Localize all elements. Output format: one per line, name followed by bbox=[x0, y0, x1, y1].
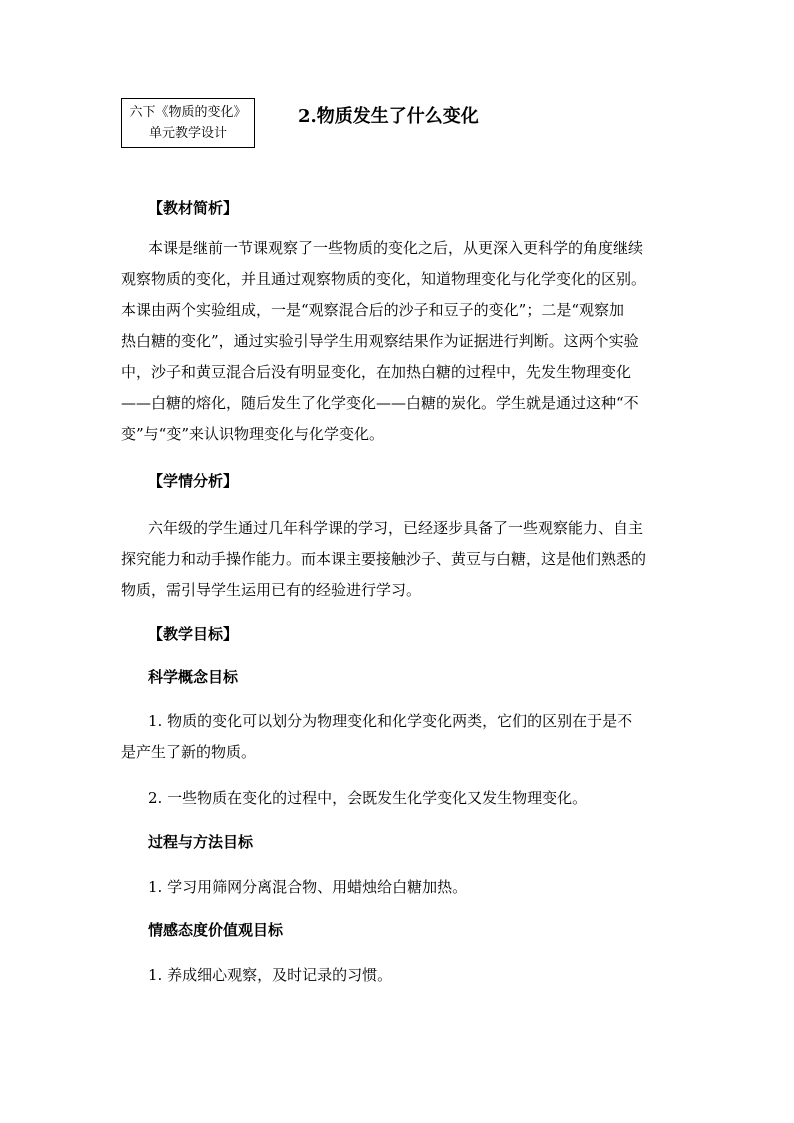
concept-goal-item-2: 2. 一些物质在变化的过程中，会既发生化学变化又发生物理变化。 bbox=[148, 789, 588, 807]
goal-line: 是产生了新的物质。 bbox=[121, 743, 257, 761]
paragraph-line: 六年级的学生通过几年科学课的学习，已经逐步具备了一些观察能力、自主 bbox=[148, 519, 644, 537]
paragraph-line: 热白糖的变化”，通过实验引导学生用观察结果作为证据进行判断。这两个实验 bbox=[121, 332, 639, 350]
attitude-goals-title: 情感态度价值观目标 bbox=[148, 921, 284, 939]
unit-label-box bbox=[121, 98, 255, 148]
unit-label-line2: 单元教学设计 bbox=[148, 126, 227, 141]
student-analysis-heading: 【学情分析】 bbox=[148, 472, 239, 490]
student-analysis-paragraph bbox=[121, 513, 646, 606]
concept-goal-item-1 bbox=[121, 706, 632, 768]
paragraph-line: 探究能力和动手操作能力。而本课主要接触沙子、黄豆与白糖，这是他们熟悉的 bbox=[121, 550, 647, 568]
textbook-analysis-paragraph bbox=[121, 233, 646, 450]
process-goal-item-1: 1. 学习用筛网分离混合物、用蜡烛给白糖加热。 bbox=[148, 878, 468, 896]
paragraph-line: 本课由两个实验组成，一是“观察混合后的沙子和豆子的变化”；二是“观察加 bbox=[121, 301, 625, 319]
lesson-title: 2.物质发生了什么变化 bbox=[298, 106, 479, 127]
unit-label-line1: 六下《物质的变化》 bbox=[129, 105, 247, 120]
concept-goals-title: 科学概念目标 bbox=[148, 668, 239, 686]
paragraph-line: 中，沙子和黄豆混合后没有明显变化，在加热白糖的过程中，先发生物理变化 bbox=[121, 363, 632, 381]
paragraph-line: 变”与“变”来认识物理变化与化学变化。 bbox=[121, 425, 385, 443]
attitude-goal-item-1: 1. 养成细心观察，及时记录的习惯。 bbox=[148, 966, 393, 984]
paragraph-line: ——白糖的熔化，随后发生了化学变化——白糖的炭化。学生就是通过这种“不 bbox=[121, 394, 639, 412]
goal-line: 1. 物质的变化可以划分为物理变化和化学变化两类，它们的区别在于是不 bbox=[148, 712, 633, 730]
paragraph-line: 物质，需引导学生运用已有的经验进行学习。 bbox=[121, 581, 422, 599]
process-goals-title: 过程与方法目标 bbox=[148, 833, 254, 851]
paragraph-line: 观察物质的变化，并且通过观察物质的变化，知道物理变化与化学变化的区别。 bbox=[121, 270, 647, 288]
textbook-analysis-heading: 【教材简析】 bbox=[148, 199, 239, 217]
paragraph-line: 本课是继前一节课观察了一些物质的变化之后，从更深入更科学的角度继续 bbox=[148, 239, 644, 257]
teaching-goals-heading: 【教学目标】 bbox=[148, 625, 239, 643]
